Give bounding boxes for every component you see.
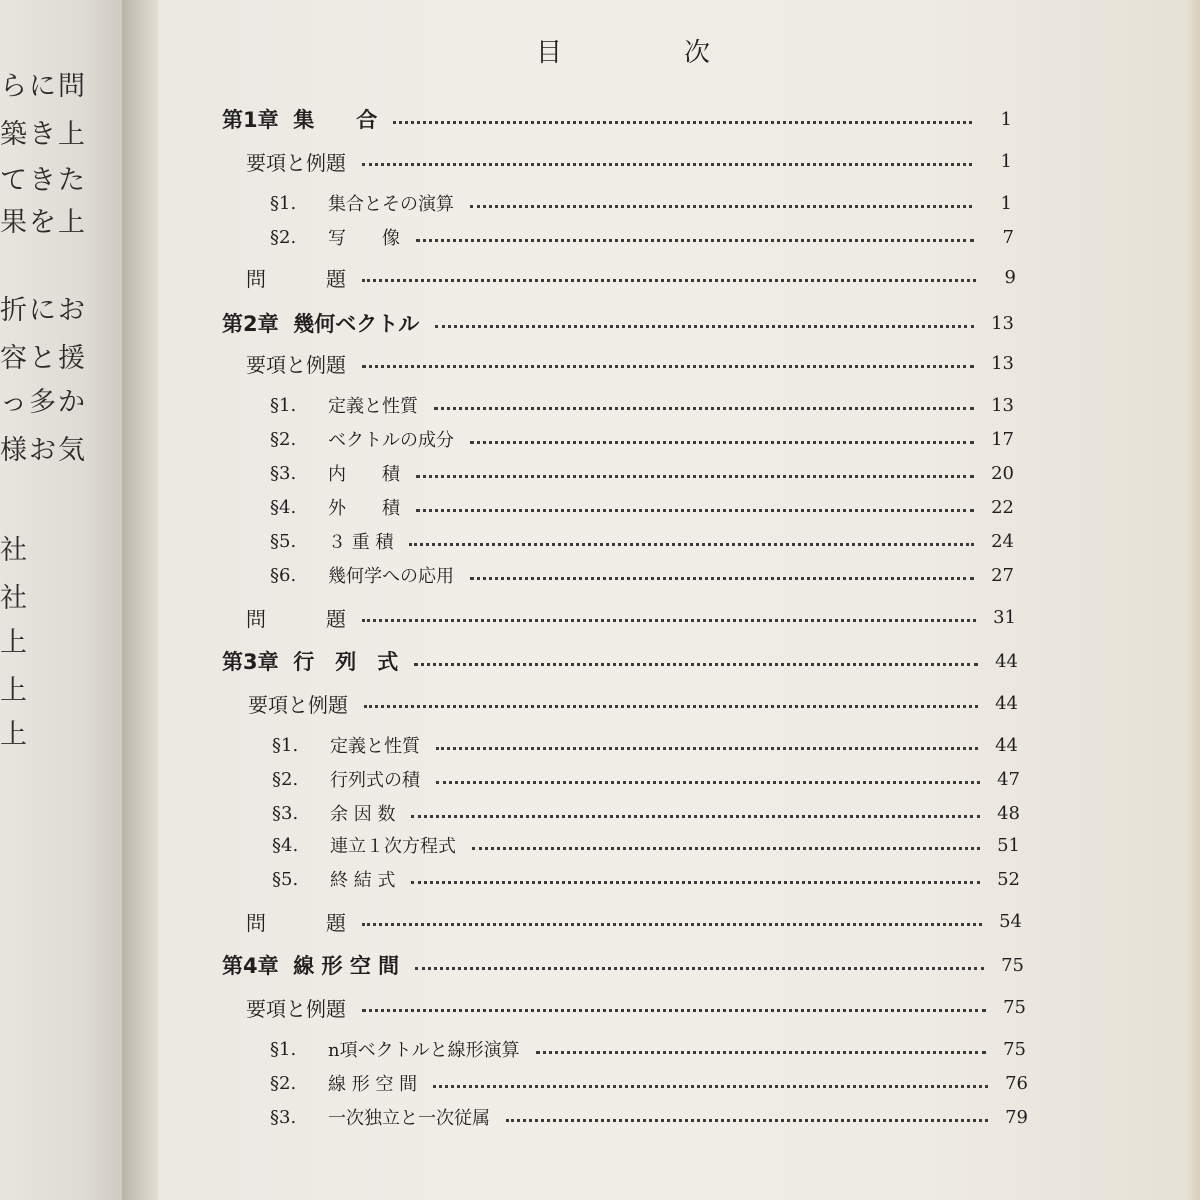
toc-page-number: 7	[1002, 226, 1014, 248]
toc-label: 要項と例題	[246, 150, 346, 175]
left-page-line: 上	[0, 719, 29, 750]
toc-page	[158, 0, 1200, 1200]
leader-dots	[362, 163, 972, 166]
leader-dots	[362, 923, 982, 926]
toc-section	[270, 1066, 1028, 1100]
section-mark: §3.	[270, 1106, 297, 1128]
toc-label: 定義と性質	[328, 396, 418, 417]
left-page-line: 社	[0, 583, 29, 614]
toc-page-number: 52	[997, 868, 1020, 890]
toc-page-number: 24	[991, 530, 1014, 552]
toc-section	[270, 524, 1014, 558]
toc-label: 内 積	[328, 464, 400, 485]
toc-page-number: 1	[1000, 108, 1012, 130]
leader-dots	[362, 619, 976, 622]
section-mark: §5.	[272, 868, 299, 890]
toc-label: 要項と例題	[248, 692, 348, 717]
toc-label: 第3章 行 列 式	[222, 650, 399, 674]
toc-section	[270, 388, 1014, 422]
toc-label: 一次独立と一次従属	[328, 1108, 490, 1129]
toc-page-number: 13	[991, 394, 1014, 416]
left-page-line: 折にお	[0, 295, 87, 326]
toc-page-number: 75	[1003, 996, 1026, 1018]
section-mark: §2.	[270, 226, 297, 248]
leader-dots	[436, 747, 978, 750]
page-title	[158, 32, 1200, 72]
toc-page-number: 27	[991, 564, 1014, 586]
left-page-line: っ多か	[0, 387, 87, 418]
toc-page-number: 44	[995, 734, 1018, 756]
toc-page-number: 79	[1005, 1106, 1028, 1128]
toc-section	[270, 1032, 1026, 1066]
toc-label: 問 題	[246, 606, 346, 631]
left-page-line: 上	[0, 675, 29, 706]
section-mark: §1.	[270, 192, 297, 214]
leader-dots	[414, 663, 978, 666]
toc-section	[270, 456, 1014, 490]
toc-page-number: 31	[993, 606, 1016, 628]
toc-page-number: 13	[991, 352, 1014, 374]
section-mark: §1.	[272, 734, 299, 756]
toc-page-number: 9	[1004, 266, 1016, 288]
section-mark: §3.	[272, 802, 299, 824]
leader-dots	[434, 407, 974, 410]
section-mark: §2.	[272, 768, 299, 790]
leader-dots	[409, 543, 974, 546]
title-char-left: 目	[536, 38, 563, 68]
toc-chapter-4	[222, 948, 1024, 982]
toc-section	[270, 186, 1012, 220]
left-page-line: 上	[0, 627, 29, 658]
toc-label: 第2章 幾何ベクトル	[222, 312, 420, 336]
toc-label: 行列式の積	[330, 770, 420, 791]
left-page-line: 築き上	[0, 119, 87, 150]
toc-label: 余 因 数	[330, 804, 396, 825]
toc-section	[270, 1100, 1028, 1134]
toc-subsection	[246, 144, 1012, 178]
toc-page-number: 1	[1000, 150, 1012, 172]
toc-section	[270, 558, 1014, 592]
toc-page-number: 22	[991, 496, 1014, 518]
toc-page-number: 1	[1000, 192, 1012, 214]
leader-dots	[435, 325, 974, 328]
toc-subsection	[246, 600, 1016, 634]
toc-section	[270, 220, 1014, 254]
leader-dots	[416, 475, 974, 478]
toc-label: 線 形 空 間	[328, 1074, 418, 1095]
toc-label: 外 積	[328, 498, 400, 519]
section-mark: §2.	[270, 428, 297, 450]
toc-label: n項ベクトルと線形演算	[328, 1040, 520, 1061]
section-mark: §4.	[272, 834, 299, 856]
toc-label: ３ 重 積	[328, 532, 394, 553]
left-page-line: 果を上	[0, 207, 87, 238]
toc-section	[272, 762, 1020, 796]
toc-chapter-3	[222, 644, 1018, 678]
toc-subsection	[246, 904, 1022, 938]
toc-page-number: 44	[995, 650, 1018, 672]
leader-dots	[506, 1119, 988, 1122]
toc-subsection	[248, 686, 1018, 720]
section-mark: §1.	[270, 1038, 297, 1060]
leader-dots	[470, 441, 974, 444]
toc-section	[270, 490, 1014, 524]
toc-page-number: 17	[991, 428, 1014, 450]
toc-label: 問 題	[246, 266, 346, 291]
leader-dots	[393, 121, 972, 124]
leader-dots	[415, 967, 984, 970]
leader-dots	[416, 239, 974, 242]
toc-page-number: 47	[997, 768, 1020, 790]
section-mark: §6.	[270, 564, 297, 586]
leader-dots	[416, 509, 974, 512]
toc-section	[272, 862, 1020, 896]
title-char-right: 次	[684, 38, 711, 68]
toc-subsection	[246, 260, 1016, 294]
toc-label: 終 結 式	[330, 870, 396, 891]
page-edge	[1186, 0, 1200, 1200]
toc-section	[272, 728, 1018, 762]
leader-dots	[436, 781, 980, 784]
toc-page-number: 75	[1003, 1038, 1026, 1060]
section-mark: §5.	[270, 530, 297, 552]
leader-dots	[470, 577, 974, 580]
left-page-line: 容と援	[0, 343, 87, 374]
section-mark: §2.	[270, 1072, 297, 1094]
leader-dots	[433, 1085, 988, 1088]
toc-label: 第4章 線 形 空 間	[222, 954, 400, 978]
toc-label: 写 像	[328, 228, 400, 249]
toc-label: 問 題	[246, 910, 346, 935]
section-mark: §4.	[270, 496, 297, 518]
toc-page-number: 44	[995, 692, 1018, 714]
toc-label: 要項と例題	[246, 996, 346, 1021]
left-page-line: 様お気	[0, 435, 87, 466]
toc-page-number: 48	[997, 802, 1020, 824]
toc-label: 幾何学への応用	[328, 566, 454, 587]
leader-dots	[362, 1009, 986, 1012]
toc-section	[270, 422, 1014, 456]
leader-dots	[362, 365, 974, 368]
section-mark: §3.	[270, 462, 297, 484]
toc-label: 第1章 集 合	[222, 108, 378, 132]
toc-page-number: 13	[991, 312, 1014, 334]
leader-dots	[470, 205, 972, 208]
leader-dots	[536, 1051, 986, 1054]
toc-label: 定義と性質	[330, 736, 420, 757]
toc-section	[272, 796, 1020, 830]
toc-subsection	[246, 990, 1026, 1024]
section-mark: §1.	[270, 394, 297, 416]
toc-chapter-2	[222, 306, 1014, 340]
left-page-line: らに問	[0, 71, 87, 102]
leader-dots	[362, 279, 976, 282]
toc-page-number: 51	[997, 834, 1020, 856]
leader-dots	[364, 705, 978, 708]
toc-page-number: 76	[1005, 1072, 1028, 1094]
leader-dots	[472, 847, 980, 850]
toc-section	[272, 828, 1020, 862]
toc-label: 要項と例題	[246, 352, 346, 377]
leader-dots	[411, 881, 980, 884]
leader-dots	[411, 815, 980, 818]
book-gutter	[122, 0, 158, 1200]
toc-subsection	[246, 346, 1014, 380]
toc-label: 集合とその演算	[328, 194, 454, 215]
left-facing-page	[0, 0, 122, 1200]
left-page-line: 社	[0, 535, 29, 566]
toc-page-number: 54	[999, 910, 1022, 932]
toc-page-number: 20	[991, 462, 1014, 484]
toc-label: 連立１次方程式	[330, 836, 456, 857]
toc-chapter-1	[222, 102, 1012, 136]
toc-label: ベクトルの成分	[328, 430, 454, 451]
toc-page-number: 75	[1001, 954, 1024, 976]
left-page-line: てきた	[0, 165, 87, 196]
